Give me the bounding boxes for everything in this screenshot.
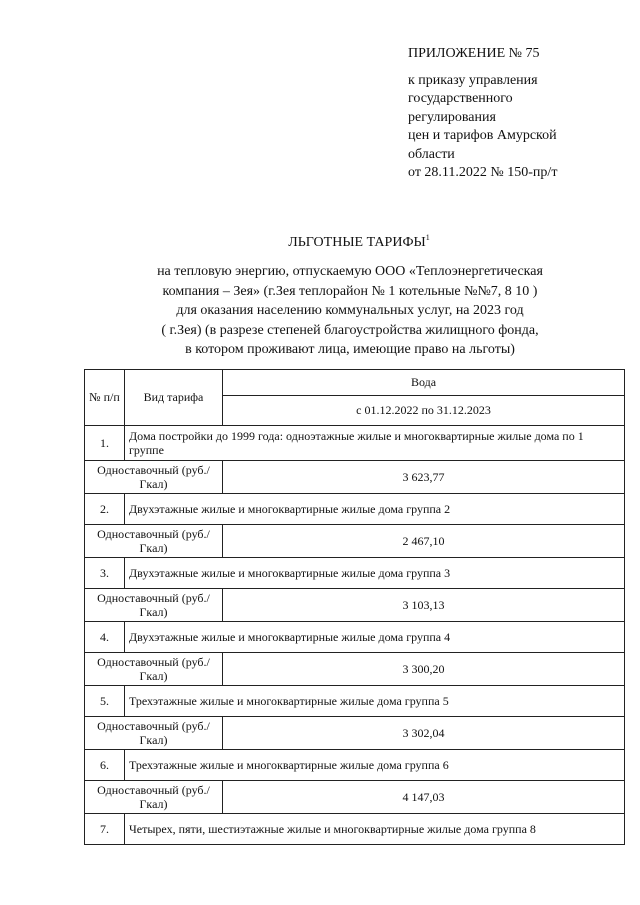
appendix-heading: ПРИЛОЖЕНИЕ № 75: [408, 46, 540, 61]
tariff-name: Одноставочный (руб./Гкал): [85, 781, 223, 814]
table-row: [85, 426, 625, 461]
tariff-name: Одноставочный (руб./Гкал): [85, 589, 223, 622]
table-row: [85, 558, 625, 589]
table-row: [85, 653, 625, 686]
tariff-value: 3 623,77: [223, 461, 625, 494]
table-row: [85, 717, 625, 750]
group-number: 7.: [85, 814, 125, 845]
table-row: [85, 686, 625, 717]
tariff-name: Одноставочный (руб./Гкал): [85, 461, 223, 494]
tariff-value: 2 467,10: [223, 525, 625, 558]
appendix-line: от 28.11.2022 № 150-пр/т: [408, 165, 558, 180]
appendix-line: регулирования: [408, 109, 496, 125]
footnote-mark: 1: [425, 233, 430, 242]
group-label: Трехэтажные жилые и многоквартирные жилые дома группа 5: [125, 686, 625, 717]
group-number: 4.: [85, 622, 125, 653]
table-row: [85, 622, 625, 653]
table-row: [85, 525, 625, 558]
appendix-line: цен и тарифов Амурской: [408, 128, 557, 143]
document-title-text: ЛЬГОТНЫЕ ТАРИФЫ: [288, 234, 426, 250]
group-number: 2.: [85, 494, 125, 525]
group-label: Двухэтажные жилые и многоквартирные жилые дома группа 4: [125, 622, 625, 653]
group-label: Двухэтажные жилые и многоквартирные жилые дома группа 2: [125, 494, 625, 525]
group-label: Трехэтажные жилые и многоквартирные жилые дома группа 6: [125, 750, 625, 781]
tariff-name: Одноставочный (руб./Гкал): [85, 653, 223, 686]
group-number: 3.: [85, 558, 125, 589]
tariff-value: 3 103,13: [223, 589, 625, 622]
appendix-line: области: [408, 146, 455, 162]
tariff-value: 3 302,04: [223, 717, 625, 750]
table-header-row: [85, 370, 625, 396]
group-number: 5.: [85, 686, 125, 717]
appendix-line: к приказу управления: [408, 72, 538, 88]
table-row: [85, 461, 625, 494]
subtitle-line: для оказания населению коммунальных услуг, на 2023 год: [176, 303, 524, 318]
subtitle-line: в котором проживают лица, имеющие право на льготы): [185, 342, 515, 357]
tariff-name: Одноставочный (руб./Гкал): [85, 717, 223, 750]
tariff-value: 4 147,03: [223, 781, 625, 814]
table-row: [85, 494, 625, 525]
group-label: Дома постройки до 1999 года: одноэтажные жилые и многоквартирные жилые дома по 1 группе: [125, 426, 625, 461]
subtitle-line: на тепловую энергию, отпускаемую ООО «Теплоэнергетическая: [157, 264, 543, 279]
tariff-value: 3 300,20: [223, 653, 625, 686]
tariff-table: [84, 369, 625, 845]
header-resource: Вода: [223, 370, 625, 396]
document-subtitle: [100, 262, 600, 360]
document-title: [0, 233, 640, 251]
tariff-name: Одноставочный (руб./Гкал): [85, 525, 223, 558]
header-num: № п/п: [85, 370, 125, 426]
appendix-block: [408, 45, 628, 183]
subtitle-line: ( г.Зея) (в разрезе степеней благоустройства жилищного фонда,: [161, 322, 539, 338]
subtitle-line: компания – Зея» (г.Зея теплорайон № 1 котельные №№7, 8 10 ): [162, 283, 538, 299]
group-label: Четырех, пяти, шестиэтажные жилые и многоквартирные жилые дома группа 8: [125, 814, 625, 845]
header-period: с 01.12.2022 по 31.12.2023: [223, 396, 625, 426]
group-label: Двухэтажные жилые и многоквартирные жилые дома группа 3: [125, 558, 625, 589]
group-number: 1.: [85, 426, 125, 461]
table-row: [85, 750, 625, 781]
table-row: [85, 781, 625, 814]
header-tariff-type: Вид тарифа: [125, 370, 223, 426]
appendix-line: государственного: [408, 91, 513, 106]
group-number: 6.: [85, 750, 125, 781]
table-row: [85, 814, 625, 845]
table-row: [85, 589, 625, 622]
